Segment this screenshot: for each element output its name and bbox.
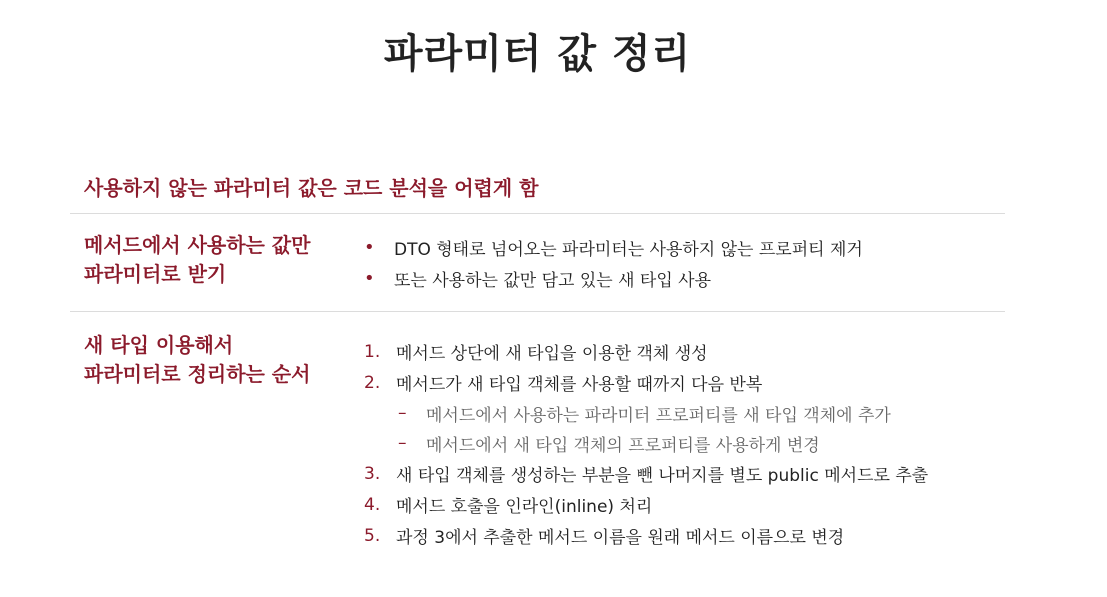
bullet-icon: • xyxy=(364,268,375,289)
step-number: 3. xyxy=(364,463,381,484)
step-number: 5. xyxy=(364,525,381,546)
divider xyxy=(70,311,1005,312)
step-text: 메서드 호출을 인라인(inline) 처리 xyxy=(396,497,653,517)
sub-list-item xyxy=(364,428,928,458)
section-heading-line: 파라미터로 정리하는 순서 xyxy=(84,362,311,386)
dash-icon: – xyxy=(398,433,407,453)
step-number: 2. xyxy=(364,372,381,393)
list-item xyxy=(364,520,928,551)
summary-heading: 사용하지 않는 파라미터 값은 코드 분석을 어렵게 함 xyxy=(84,176,539,200)
step-text: 메서드가 새 타입 객체를 사용할 때까지 다음 반복 xyxy=(396,375,763,395)
divider xyxy=(70,213,1005,214)
substep-text: 메서드에서 사용하는 파라미터 프로퍼티를 새 타입 객체에 추가 xyxy=(426,405,891,426)
list-item-text: 또는 사용하는 값만 담고 있는 새 타입 사용 xyxy=(394,271,712,291)
substep-text: 메서드에서 새 타입 객체의 프로퍼티를 사용하게 변경 xyxy=(426,435,820,456)
section-heading-line: 파라미터로 받기 xyxy=(84,262,227,286)
sub-list-item xyxy=(364,398,928,428)
list-item-text: DTO 형태로 넘어오는 파라미터는 사용하지 않는 프로퍼티 제거 xyxy=(394,240,863,260)
dash-icon: – xyxy=(398,403,407,423)
list-item xyxy=(364,489,928,520)
step-number: 1. xyxy=(364,341,381,362)
section-heading-line: 메서드에서 사용하는 값만 xyxy=(84,233,311,257)
bullet-icon: • xyxy=(364,237,375,258)
list-item xyxy=(364,263,863,294)
list-item xyxy=(364,232,863,263)
section-heading-line: 새 타입 이용해서 xyxy=(84,333,234,357)
list-item xyxy=(364,336,928,367)
list-item xyxy=(364,367,928,398)
step-number: 4. xyxy=(364,494,381,515)
step-list xyxy=(364,336,928,551)
page-title: 파라미터 값 정리 xyxy=(383,31,692,77)
step-text: 메서드 상단에 새 타입을 이용한 객체 생성 xyxy=(396,344,708,364)
step-text: 과정 3에서 추출한 메서드 이름을 원래 메서드 이름으로 변경 xyxy=(396,528,845,548)
list-item xyxy=(364,458,928,489)
step-text: 새 타입 객체를 생성하는 부분을 뺀 나머지를 별도 public 메서드로 추출 xyxy=(396,466,929,486)
section-heading-params xyxy=(84,231,310,289)
section-heading-steps xyxy=(84,331,310,389)
bullet-list xyxy=(364,232,863,294)
